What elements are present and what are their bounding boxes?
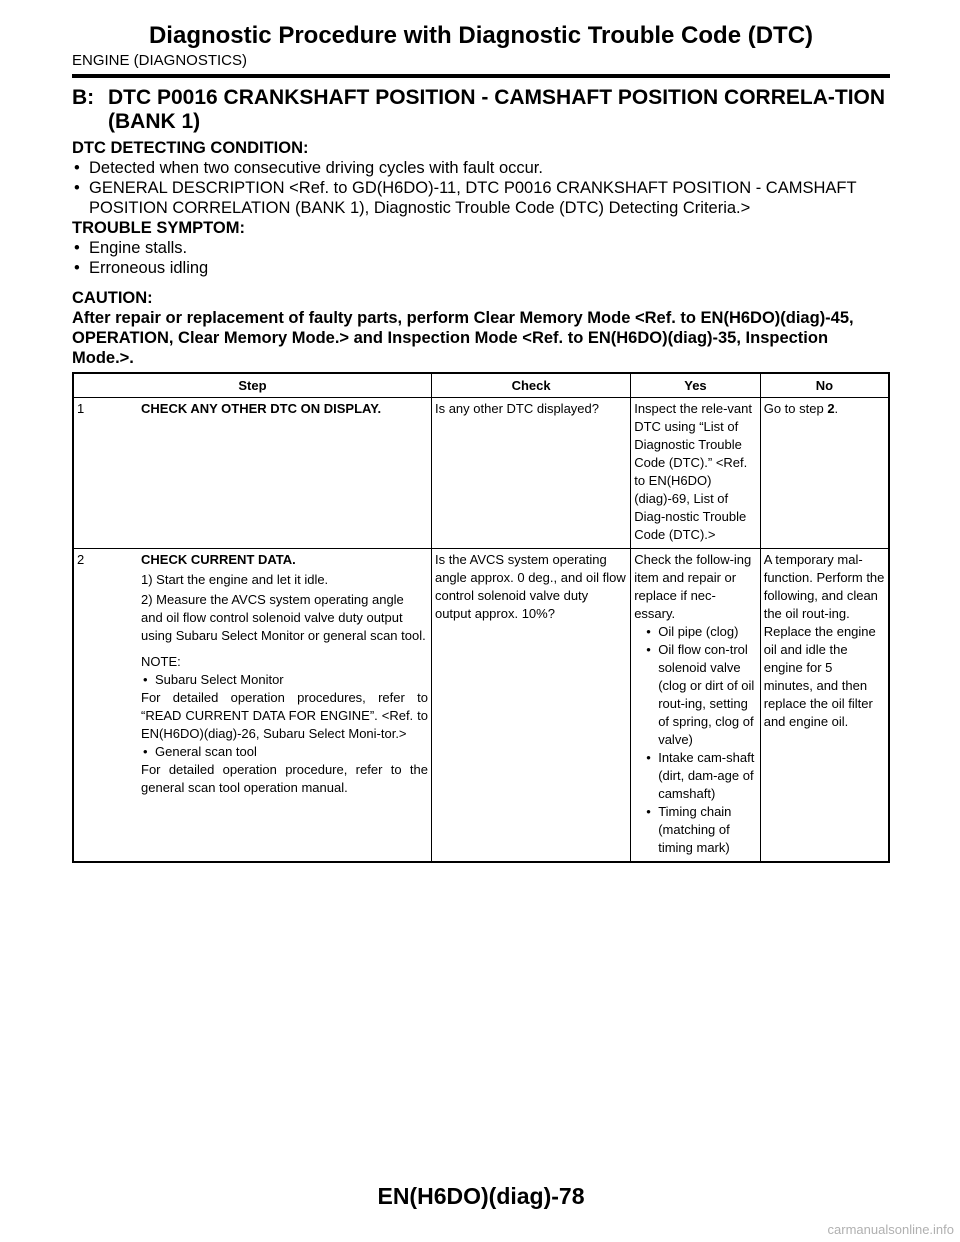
step-title: CHECK CURRENT DATA. xyxy=(141,552,296,567)
goto-step-link[interactable]: 2 xyxy=(827,401,835,416)
header-yes: Yes xyxy=(631,373,761,398)
list-item xyxy=(646,749,757,803)
bullet-icon: • xyxy=(74,259,80,277)
yes-intro: Check the follow-ing item and repair or replace if nec-essary. xyxy=(634,552,752,621)
list-item-text: Oil flow con-trol solenoid valve (clog or dirt of oil rout-ing, setting of spring, clog of valve) xyxy=(658,642,755,747)
symptom-text: Erroneous idling xyxy=(89,259,209,277)
no-suffix: . xyxy=(834,401,839,416)
caution-text: After repair or replacement of faulty parts, perform Clear Memory Mode <Ref. to EN(H6DO)(diag)-45, OPERATION, Clear Memory Mode.> and Inspection Mode <Ref. to EN(H6DO)(diag)-35, Inspection Mode.>. xyxy=(72,309,854,367)
note-item-text: General scan tool xyxy=(155,744,257,759)
bullet-icon: • xyxy=(74,179,80,197)
table-header-row xyxy=(73,373,889,398)
yes-cell[interactable]: Inspect the rele-vant DTC using “List of Diagnostic Trouble Code (DTC).” <Ref. to EN(H6DO)(diag)-69, List of Diag-nostic Trouble Code (DTC).> xyxy=(631,398,761,549)
list-item xyxy=(646,623,757,641)
yes-cell xyxy=(631,549,761,863)
section-title: DTC P0016 CRANKSHAFT POSITION - CAMSHAFT POSITION CORRELA-TION (BANK 1) xyxy=(108,86,886,133)
section-letter: B: xyxy=(72,86,95,109)
general-description-link[interactable]: GENERAL DESCRIPTION <Ref. to GD(H6DO)-11, DTC P0016 CRANKSHAFT POSITION - CAMSHAFT POSITION CORRELATION (BANK 1), Diagnostic Trouble Code (DTC) Detecting Criteria.> xyxy=(89,179,857,217)
caution-label: CAUTION: xyxy=(72,289,153,307)
content xyxy=(72,86,890,368)
diagnostic-table xyxy=(72,372,890,863)
detecting-text: Detected when two consecutive driving cycles with fault occur. xyxy=(89,159,543,177)
header-rule xyxy=(72,74,890,78)
note-text: For detailed operation procedure, refer to the general scan tool operation manual. xyxy=(141,762,428,795)
step-title: CHECK ANY OTHER DTC ON DISPLAY. xyxy=(141,401,382,416)
detecting-item xyxy=(72,158,890,178)
caution-block xyxy=(72,288,890,368)
step-instruction: 1) Start the engine and let it idle. xyxy=(141,572,329,587)
bullet-icon: • xyxy=(646,624,651,639)
step-cell xyxy=(73,549,431,863)
bullet-icon: • xyxy=(646,750,651,765)
check-cell: Is any other DTC displayed? xyxy=(431,398,630,549)
detecting-label: DTC DETECTING CONDITION: xyxy=(72,139,309,157)
symptom-item xyxy=(72,258,890,278)
section-label: ENGINE (DIAGNOSTICS) xyxy=(72,52,248,69)
note-item xyxy=(141,671,428,689)
note-label: NOTE: xyxy=(141,654,181,669)
table-row xyxy=(73,549,889,863)
bullet-icon: • xyxy=(74,239,80,257)
no-cell[interactable] xyxy=(760,398,889,549)
note-item xyxy=(141,743,428,761)
yes-list xyxy=(634,623,757,857)
header-no: No xyxy=(760,373,889,398)
bullet-icon: • xyxy=(143,672,148,687)
step-cell xyxy=(73,398,431,549)
header-step: Step xyxy=(73,373,431,398)
note-text[interactable]: For detailed operation procedures, refer to “READ CURRENT DATA FOR ENGINE”. <Ref. to EN(H6DO)(diag)-26, Subaru Select Moni-tor.> xyxy=(141,690,428,741)
bullet-icon: • xyxy=(143,744,148,759)
header-check: Check xyxy=(431,373,630,398)
symptom-item xyxy=(72,238,890,258)
step-instruction: 2) Measure the AVCS system operating angle and oil flow control solenoid valve duty output using Subaru Select Monitor or general scan tool. xyxy=(141,592,426,643)
symptom-label: TROUBLE SYMPTOM: xyxy=(72,219,245,237)
list-item-text: Timing chain (matching of timing mark) xyxy=(658,804,732,855)
symptom-text: Engine stalls. xyxy=(89,239,188,257)
no-cell: A temporary mal-function. Perform the following, and clean the oil rout-ing. Replace the engine oil and idle the engine for 5 minutes, and then replace the oil filter and engine oil. xyxy=(760,549,889,863)
section-heading xyxy=(72,86,890,134)
step-number: 1 xyxy=(77,401,85,416)
bullet-icon: • xyxy=(646,804,651,819)
list-item-text: Oil pipe (clog) xyxy=(658,624,739,639)
list-item xyxy=(646,803,757,857)
page-header xyxy=(72,22,890,70)
table-row xyxy=(73,398,889,549)
page-title: Diagnostic Procedure with Diagnostic Trouble Code (DTC) xyxy=(148,22,814,49)
step-number: 2 xyxy=(77,552,85,567)
check-cell: Is the AVCS system operating angle approx. 0 deg., and oil flow control solenoid valve duty output approx. 10%? xyxy=(431,549,630,863)
list-item-text: Intake cam-shaft (dirt, dam-age of camshaft) xyxy=(658,750,755,801)
detecting-item xyxy=(72,178,890,218)
watermark: carmanualsonline.info xyxy=(827,1222,954,1237)
page-number: EN(H6DO)(diag)-78 xyxy=(377,1183,585,1209)
list-item xyxy=(646,641,757,749)
bullet-icon: • xyxy=(74,159,80,177)
bullet-icon: • xyxy=(646,642,651,657)
note-item-text: Subaru Select Monitor xyxy=(155,672,284,687)
no-prefix: Go to step xyxy=(763,401,828,416)
